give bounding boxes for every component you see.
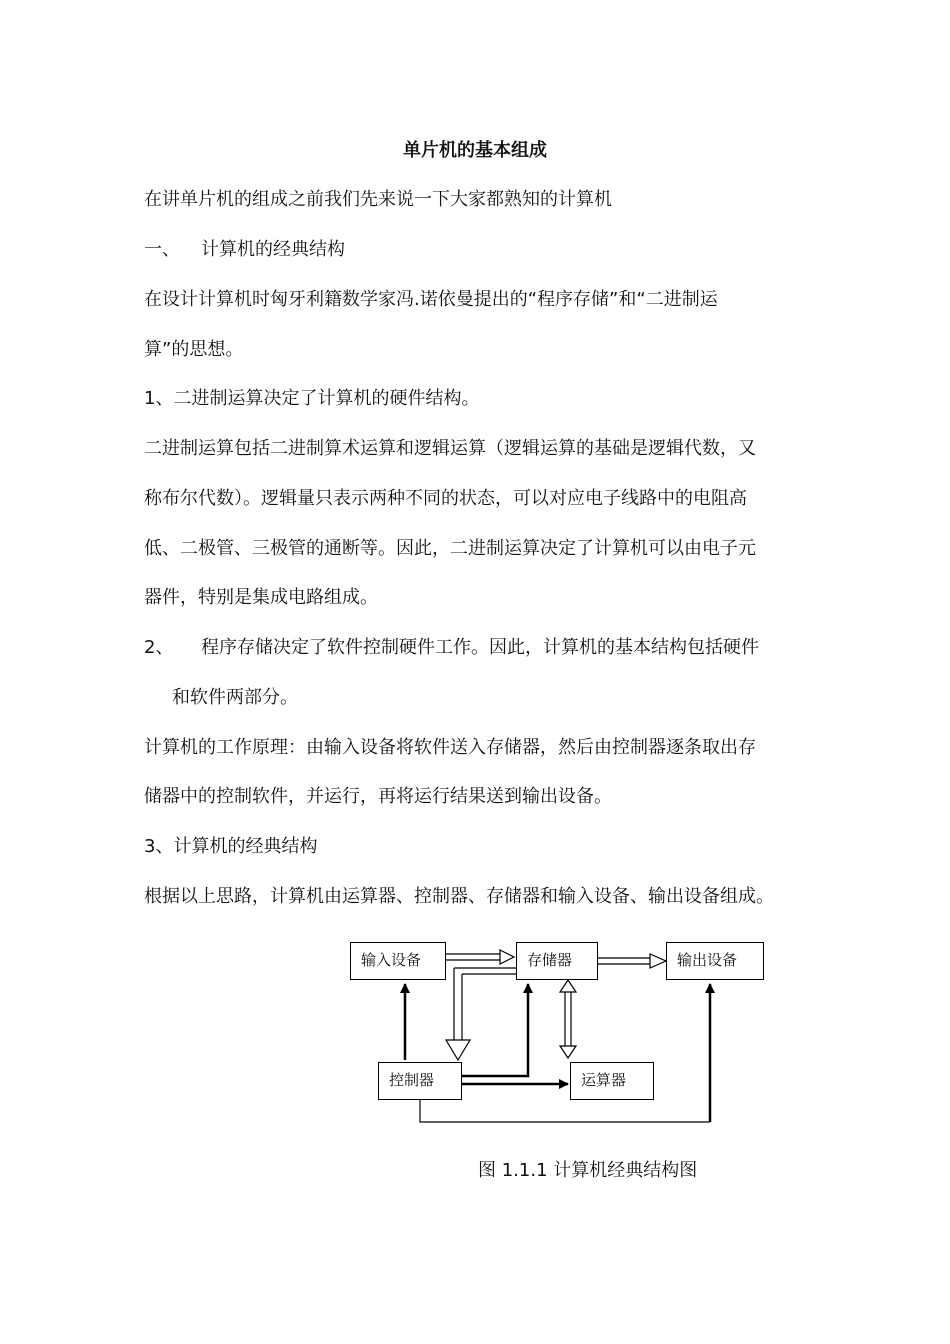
alu-label: 运算器	[581, 1071, 627, 1089]
figure-caption: 图 1.1.1 计算机经典结构图	[478, 1160, 698, 1181]
memory-alu-arrow	[560, 980, 576, 1058]
list-text: 程序存储决定了软件控制硬件工作。因此，计算机的基本结构包括硬件	[201, 637, 759, 658]
list-number: 2、	[144, 637, 174, 658]
output-device-box	[666, 942, 764, 980]
section-number: 一、	[144, 239, 180, 260]
paragraph-line: 算”的思想。	[144, 339, 244, 360]
paragraph-line: 计算机的工作原理：由输入设备将软件送入存储器，然后由控制器逐条取出存	[144, 737, 756, 758]
output-device-label: 输出设备	[677, 951, 738, 969]
controller-label: 控制器	[389, 1071, 435, 1089]
paragraph-line: 低、二极管、三极管的通断等。因此，二进制运算决定了计算机可以由电子元	[144, 538, 756, 559]
controller-box	[378, 1062, 462, 1100]
memory-label: 存储器	[527, 951, 573, 969]
memory-to-controller-arrow	[446, 968, 516, 1060]
list-item-3: 3、计算机的经典结构	[144, 836, 318, 857]
computer-structure-diagram	[340, 932, 780, 1132]
alu-box	[570, 1062, 654, 1100]
page-title: 单片机的基本组成	[403, 140, 547, 161]
input-to-memory-arrow	[446, 950, 514, 964]
section-heading	[144, 237, 345, 263]
intro-line: 在讲单片机的组成之前我们先来说一下大家都熟知的计算机	[144, 189, 612, 210]
list-item-1: 1、二进制运算决定了计算机的硬件结构。	[144, 388, 480, 409]
section-title: 计算机的经典结构	[201, 239, 345, 260]
paragraph-line: 在设计计算机时匈牙利籍数学家冯.诺依曼提出的“程序存储”和“二进制运	[144, 289, 718, 310]
memory-to-output-arrow	[598, 954, 666, 968]
list-item-2	[144, 635, 759, 661]
paragraph-line: 称布尔代数）。逻辑量只表示两种不同的状态，可以对应电子线路中的电阻高	[144, 488, 747, 509]
input-device-box	[350, 942, 446, 980]
paragraph-line: 根据以上思路，计算机由运算器、控制器、存储器和输入设备、输出设备组成。	[144, 886, 774, 907]
paragraph-line: 器件，特别是集成电路组成。	[144, 587, 378, 608]
memory-box	[516, 942, 598, 980]
list-item-2-continuation: 和软件两部分。	[172, 687, 298, 708]
paragraph-line: 储器中的控制软件，并运行，再将运行结果送到输出设备。	[144, 786, 612, 807]
paragraph-line: 二进制运算包括二进制算术运算和逻辑运算（逻辑运算的基础是逻辑代数，又	[144, 438, 756, 459]
input-device-label: 输入设备	[361, 951, 422, 969]
controller-to-memory-arrow	[462, 984, 528, 1076]
